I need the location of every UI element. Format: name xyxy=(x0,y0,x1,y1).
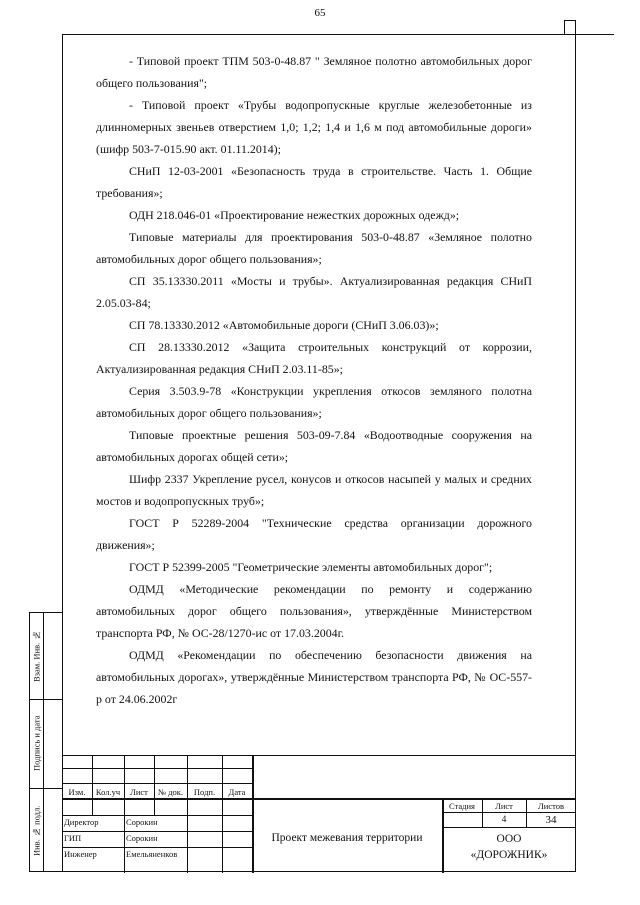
body-paragraph: ГОСТ Р 52289-2004 "Технические средства организации дорожного движения»; xyxy=(96,516,532,552)
side-margin-table xyxy=(29,612,62,872)
listov-value: 34 xyxy=(545,814,557,826)
role-gip: ГИП xyxy=(64,833,82,843)
name-engineer: Емельяненков xyxy=(126,849,178,859)
document-body xyxy=(96,50,532,710)
body-paragraph: Типовые материалы для проектирования 503-0-48.87 «Земляное полотно автомобильных дорог общего пользования»; xyxy=(96,230,532,266)
org-line2: «ДОРОЖНИК» xyxy=(470,849,548,861)
body-paragraph: СП 78.13330.2012 «Автомобильные дороги (СНиП 3.06.03)»; xyxy=(129,318,439,332)
header-data: Дата xyxy=(228,787,246,797)
name-gip: Сорокин xyxy=(126,833,158,843)
role-engineer: Инженер xyxy=(64,849,97,859)
header-list: Лист xyxy=(130,787,148,797)
body-paragraph: - Типовой проект «Трубы водопропускные круглые железобетонные из длинномерных звеньев отверстием 1,0; 1,2; 1,4 и 1,6 м под автомобильные дороги» (шифр 503-7-015.90 акт. 01.11.2014); xyxy=(96,98,532,156)
body-paragraph: Шифр 2337 Укрепление русел, конусов и откосов насыпей у малых и средних мостов и водопропускных труб»; xyxy=(96,472,532,508)
stadia-label: Стадия xyxy=(449,801,475,811)
header-ndok: № док. xyxy=(157,787,184,797)
list-value: 4 xyxy=(501,815,507,825)
body-paragraph: ГОСТ Р 52399-2005 "Геометрические элементы автомобильных дорог"; xyxy=(129,560,493,574)
body-paragraph: ОДМД «Методические рекомендации по ремонту и содержанию автомобильных дорог общего пользования», утверждённые Министерством транспорта РФ, № ОС-28/1270-ис от 17.03.2004г. xyxy=(96,582,532,640)
side-label-inv: Инв. № подл. xyxy=(31,805,42,856)
listov-label: Листов xyxy=(538,801,564,811)
body-paragraph: - Типовой проект ТПМ 503-0-48.87 " Земляное полотно автомобильных дорог общего пользования"; xyxy=(96,54,532,90)
body-paragraph: Серия 3.503.9-78 «Конструкции укрепления откосов земляного полотна автомобильных дорог общего пользования»; xyxy=(96,384,532,420)
org-line1: ООО xyxy=(496,833,522,845)
project-title: Проект межевания территории xyxy=(271,832,423,844)
body-paragraph: СНиП 12-03-2001 «Безопасность труда в строительстве. Часть 1. Общие требования»; xyxy=(96,164,532,200)
body-paragraph: Типовые проектные решения 503-09-7.84 «Водоотводные сооружения на автомобильных дорогах общей сети»; xyxy=(96,428,532,464)
body-paragraph: СП 28.13330.2012 «Защита строительных конструкций от коррозии, Актуализированная редакция СНиП 2.03.11-85»; xyxy=(96,340,532,376)
frame-corner-tab xyxy=(564,20,576,34)
header-izm: Изм. xyxy=(68,787,86,797)
page-number: 65 xyxy=(314,7,326,19)
body-paragraph: ОДН 218.046-01 «Проектирование нежестких дорожных одежд»; xyxy=(129,208,460,222)
name-director: Сорокин xyxy=(126,817,158,827)
body-paragraph: СП 35.13330.2011 «Мосты и трубы». Актуализированная редакция СНиП 2.05.03-84; xyxy=(96,274,532,310)
side-label-podpis: Подпись и дата xyxy=(31,715,42,772)
list-label: Лист xyxy=(495,801,513,811)
frame-right-line xyxy=(576,34,614,35)
role-director: Директор xyxy=(64,817,99,827)
header-podp: Подп. xyxy=(193,787,216,797)
side-label-vzam: Взам. Инв. № xyxy=(31,630,42,682)
body-paragraph: ОДМД «Рекомендации по обеспечению безопасности движения на автомобильных дорогах», утверждённые Министерством транспорта РФ, № ОС-557-р от 24.06.2002г xyxy=(96,648,532,706)
title-block xyxy=(62,755,576,872)
header-kol: Кол.уч xyxy=(95,787,121,797)
